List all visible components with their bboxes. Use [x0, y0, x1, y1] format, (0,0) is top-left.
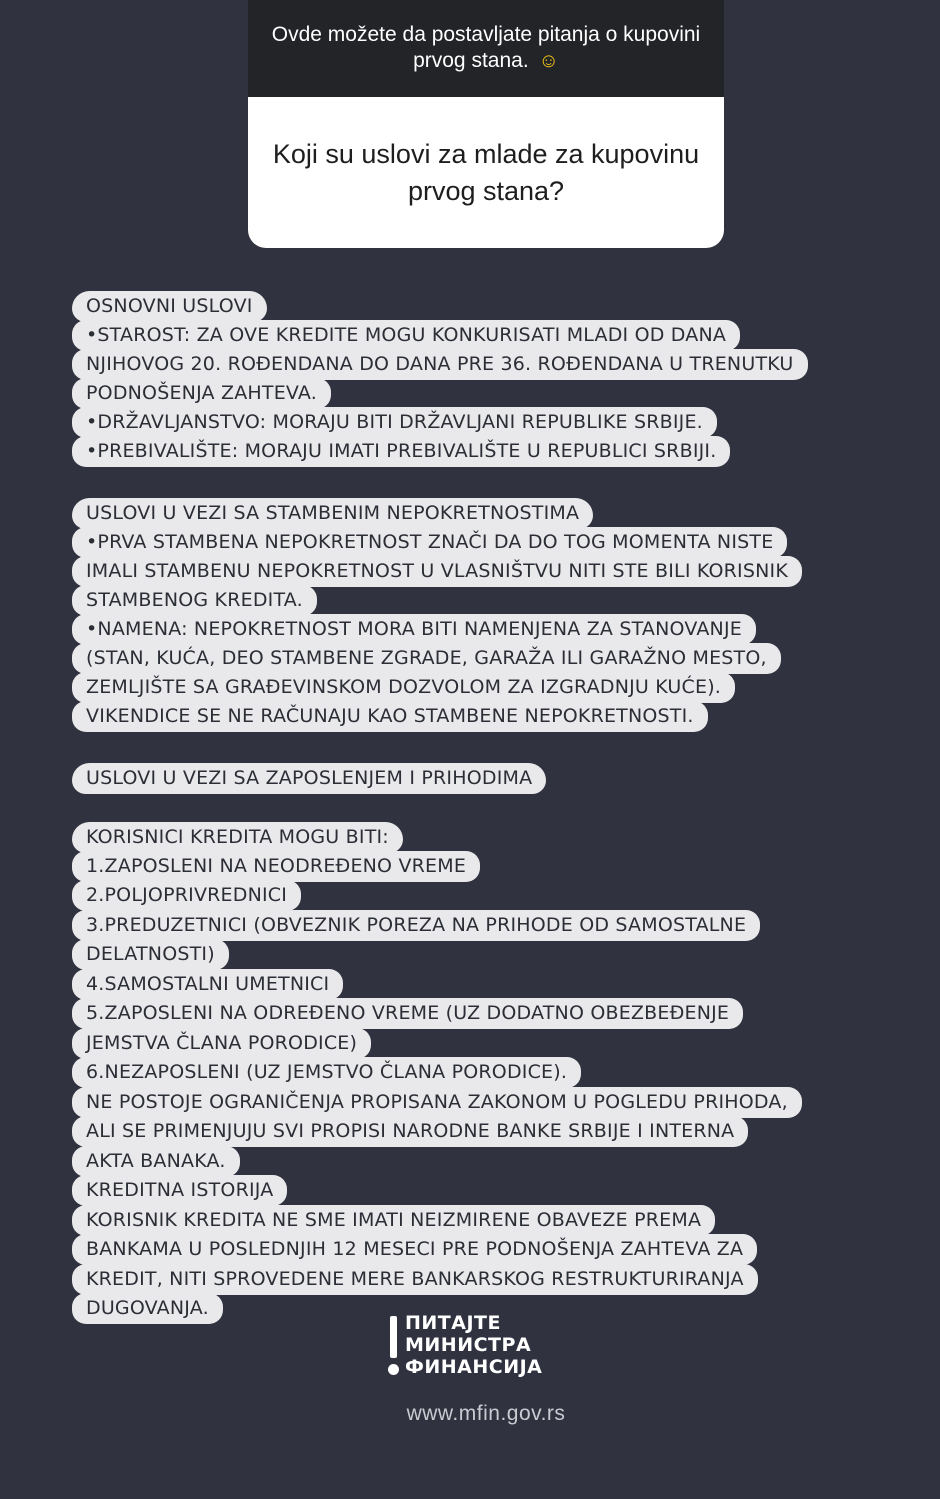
highlight-line: KREDIT, NITI SPROVEDENE MERE BANKARSKOG RESTRUKTURIRANJA: [72, 1264, 758, 1295]
highlight-line: 2.POLJOPRIVREDNICI: [72, 880, 301, 911]
highlight-line: IMALI STAMBENU NEPOKRETNOST U VLASNIŠTVU NITI STE BILI KORISNIK: [72, 556, 802, 587]
question-prompt-text: Ovde možete da postavljate pitanja o kupovini prvog stana.: [271, 23, 701, 72]
highlight-line: ZEMLJIŠTE SA GRAĐEVINSKOM DOZVOLOM ZA IZGRADNJU KUĆE).: [72, 672, 735, 703]
highlight-line: 1.ZAPOSLENI NA NEODREĐENO VREME: [72, 851, 480, 882]
highlight-line: NJIHOVOG 20. ROĐENDANA DO DANA PRE 36. ROĐENDANA U TRENUTKU: [72, 349, 808, 380]
highlight-line: •NAMENA: NEPOKRETNOST MORA BITI NAMENJENA ZA STANOVANJE: [72, 614, 756, 645]
highlight-line: STAMBENOG KREDITA.: [72, 585, 317, 616]
highlight-line: 4.SAMOSTALNI UMETNICI: [72, 969, 343, 1000]
highlight-line: •PRVA STAMBENA NEPOKRETNOST ZNAČI DA DO TOG MOMENTA NISTE: [72, 527, 787, 558]
highlight-line: USLOVI U VEZI SA ZAPOSLENJEM I PRIHODIMA: [72, 763, 546, 794]
highlight-line: USLOVI U VEZI SA STAMBENIM NEPOKRETNOSTIMA: [72, 498, 593, 529]
logo-line: ПИТАЈТЕ: [405, 1312, 501, 1334]
highlight-line: 6.NEZAPOSLENI (UZ JEMSTVO ČLANA PORODICE).: [72, 1057, 581, 1088]
highlight-line: 5.ZAPOSLENI NA ODREĐENO VREME (UZ DODATNO OBEZBEĐENJE: [72, 998, 743, 1029]
question-sticker[interactable]: [248, 0, 724, 248]
highlight-line: DUGOVANJA.: [72, 1293, 223, 1324]
footer-url[interactable]: www.mfin.gov.rs: [406, 1402, 566, 1425]
question-text: Koji su uslovi za mlade za kupovinu prvog stana?: [272, 139, 700, 206]
ministry-logo: [387, 1313, 597, 1379]
logo-line: МИНИСТРА: [405, 1334, 532, 1356]
highlight-line: BANKAMA U POSLEDNJIH 12 MESECI PRE PODNOŠENJA ZAHTEVA ZA: [72, 1234, 757, 1265]
exclamation-dot-icon: [388, 1364, 399, 1375]
highlight-line: (STAN, KUĆA, DEO STAMBENE ZGRADE, GARAŽA ILI GARAŽNO MESTO,: [72, 643, 781, 674]
smiley-emoji-icon: ☺: [538, 50, 559, 72]
highlight-line: 3.PREDUZETNICI (OBVEZNIK POREZA NA PRIHODE OD SAMOSTALNE: [72, 910, 760, 941]
highlight-line: KORISNIK KREDITA NE SME IMATI NEIZMIRENE OBAVEZE PREMA: [72, 1205, 715, 1236]
question-prompt-header: [248, 0, 724, 97]
highlight-line: JEMSTVA ČLANA PORODICE): [72, 1028, 371, 1059]
highlight-line: VIKENDICE SE NE RAČUNAJU KAO STAMBENE NEPOKRETNOSTI.: [72, 701, 708, 732]
highlight-line: KORISNICI KREDITA MOGU BITI:: [72, 822, 403, 853]
exclamation-mark-icon: [390, 1316, 397, 1358]
highlight-line: •DRŽAVLJANSTVO: MORAJU BITI DRŽAVLJANI REPUBLIKE SRBIJE.: [72, 407, 717, 438]
highlight-line: OSNOVNI USLOVI: [72, 291, 267, 322]
highlight-line: AKTA BANAKA.: [72, 1146, 240, 1177]
highlight-line: KREDITNA ISTORIJA: [72, 1175, 287, 1206]
highlight-line: DELATNOSTI): [72, 939, 229, 970]
highlight-line: ALI SE PRIMENJUJU SVI PROPISI NARODNE BANKE SRBIJE I INTERNA: [72, 1116, 748, 1147]
highlight-line: PODNOŠENJA ZAHTEVA.: [72, 378, 331, 409]
highlight-line: •PREBIVALIŠTE: MORAJU IMATI PREBIVALIŠTE U REPUBLICI SRBIJI.: [72, 436, 730, 467]
logo-line: ФИНАНСИЈА: [405, 1356, 543, 1378]
highlight-line: NE POSTOJE OGRANIČENJA PROPISANA ZAKONOM U POGLEDU PRIHODA,: [72, 1087, 802, 1118]
highlight-line: •STAROST: ZA OVE KREDITE MOGU KONKURISATI MLADI OD DANA: [72, 320, 740, 351]
